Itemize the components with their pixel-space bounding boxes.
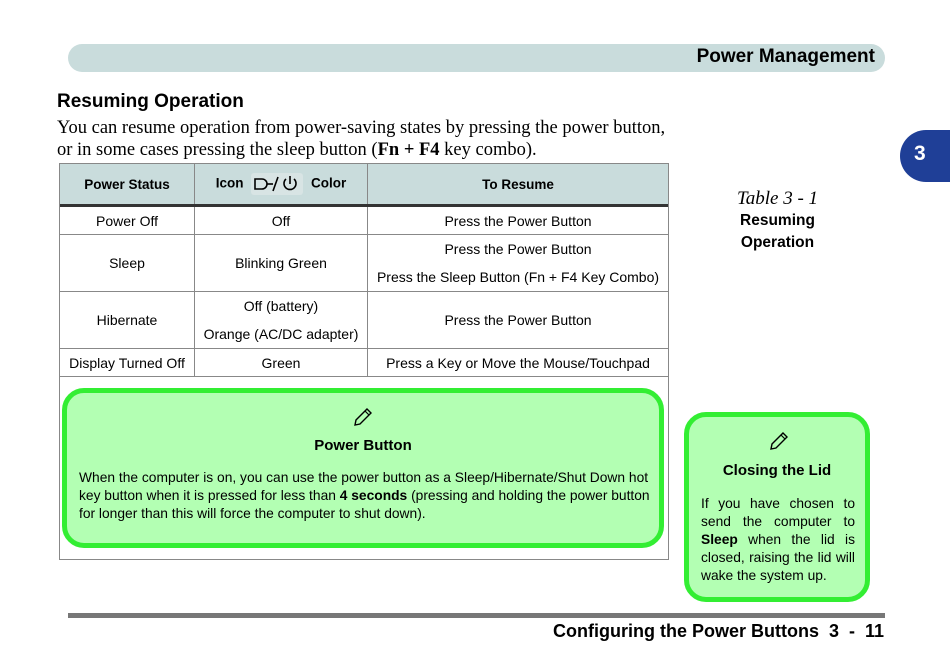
header-to-resume: To Resume bbox=[368, 164, 669, 206]
cell-status: Display Turned Off bbox=[60, 349, 195, 377]
note-text-part: when the lid is closed, raising the lid will wake the system up. bbox=[701, 532, 855, 583]
note-text bbox=[701, 495, 855, 585]
cell-resume: Press a Key or Move the Mouse/Touchpad bbox=[368, 349, 669, 377]
cell-line: Press the Sleep Button (Fn + F4 Key Combo) bbox=[376, 269, 660, 285]
table-row bbox=[60, 235, 668, 292]
footer-text: Configuring the Power Buttons 3 - 11 bbox=[552, 621, 884, 641]
header-icon-label: Icon bbox=[215, 175, 244, 191]
cell-color: Off bbox=[195, 206, 368, 235]
cell-status: Sleep bbox=[60, 235, 195, 292]
pencil-icon bbox=[769, 431, 789, 451]
note-text-part: If you have chosen to send the computer to bbox=[701, 496, 855, 529]
note-title: Closing the Lid bbox=[722, 462, 832, 479]
chapter-number: 3 bbox=[914, 142, 926, 165]
chapter-tab bbox=[900, 130, 950, 182]
closing-lid-note bbox=[684, 412, 870, 602]
header-bar bbox=[68, 44, 885, 72]
cell-status: Hibernate bbox=[60, 292, 195, 349]
pencil-icon bbox=[353, 407, 373, 427]
intro-paragraph bbox=[57, 117, 677, 161]
intro-text-end: key combo). bbox=[439, 140, 537, 160]
note-text bbox=[79, 469, 651, 523]
cell-color bbox=[195, 292, 368, 349]
header-power-status: Power Status bbox=[60, 164, 195, 206]
header-color-label: Color bbox=[311, 175, 347, 191]
table-row bbox=[60, 349, 668, 377]
cell-line: Press the Power Button bbox=[444, 241, 592, 257]
cell-status: Power Off bbox=[60, 206, 195, 235]
power-sleep-icon bbox=[251, 173, 303, 195]
note-text-part: (pressing and holding the power button for longer than this will force the computer to shut down). bbox=[79, 488, 650, 521]
header-icon-color bbox=[195, 164, 368, 206]
resume-table bbox=[60, 164, 668, 377]
section-title: Resuming Operation bbox=[57, 91, 244, 112]
cell-resume: Press the Power Button bbox=[368, 292, 669, 349]
cell-line: Off (battery) bbox=[243, 298, 319, 314]
table-caption bbox=[700, 188, 855, 254]
intro-keys: Fn + F4 bbox=[377, 140, 440, 160]
intro-text: You can resume operation from power-saving states by pressing the power button, or in some cases pressing the sleep button ( bbox=[57, 118, 666, 160]
note-text-bold: Sleep bbox=[701, 532, 738, 547]
power-button-note bbox=[62, 388, 664, 548]
cell-resume bbox=[368, 235, 669, 292]
caption-title-line: Operation bbox=[740, 234, 815, 251]
cell-line: Orange (AC/DC adapter) bbox=[203, 326, 359, 342]
table-row bbox=[60, 292, 668, 349]
note-text-part: When the computer is on, you can use the power button as a Sleep/Hibernate/Shut Down hot key button when it is pressed for less than bbox=[79, 470, 649, 503]
caption-label: Table 3 - 1 bbox=[736, 188, 819, 209]
cell-color: Green bbox=[195, 349, 368, 377]
cell-color: Blinking Green bbox=[195, 235, 368, 292]
header-title: Power Management bbox=[696, 46, 875, 67]
caption-title-line: Resuming bbox=[740, 212, 815, 229]
cell-resume: Press the Power Button bbox=[368, 206, 669, 235]
table-row bbox=[60, 206, 668, 235]
note-title: Power Button bbox=[314, 437, 412, 454]
footer-bar bbox=[68, 613, 885, 618]
note-text-bold: 4 seconds bbox=[339, 488, 408, 503]
